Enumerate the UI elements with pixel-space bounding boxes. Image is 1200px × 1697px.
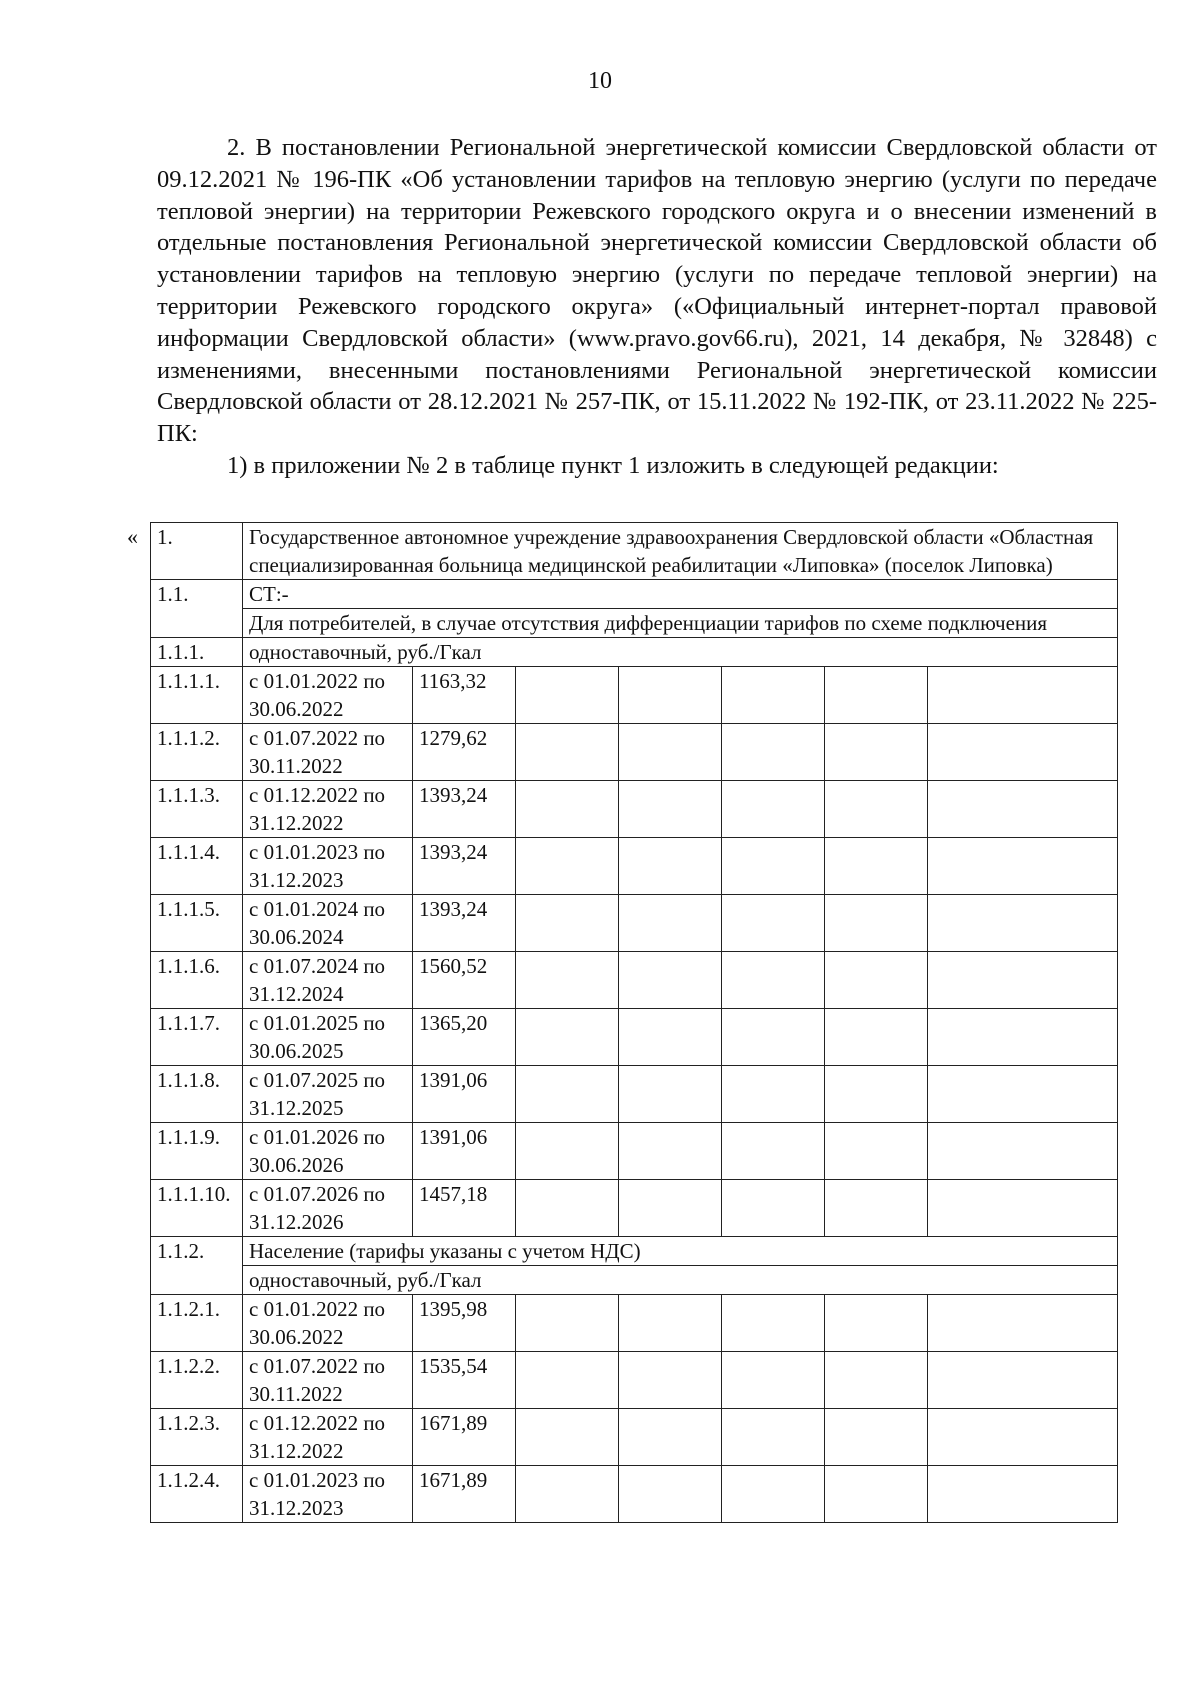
page-number: 10 bbox=[588, 68, 612, 94]
empty-cell bbox=[825, 1409, 928, 1466]
empty-cell bbox=[928, 1352, 1118, 1409]
empty-cell bbox=[722, 838, 825, 895]
empty-cell bbox=[722, 1352, 825, 1409]
empty-cell bbox=[928, 1180, 1118, 1237]
table-row-period: с 01.07.2025 по 31.12.2025 bbox=[243, 1066, 413, 1123]
st-number-cell: 1.1. bbox=[151, 580, 243, 638]
empty-cell bbox=[722, 1295, 825, 1352]
empty-cell bbox=[516, 1409, 619, 1466]
empty-cell bbox=[825, 1295, 928, 1352]
table-row-period: с 01.07.2024 по 31.12.2024 bbox=[243, 952, 413, 1009]
empty-cell bbox=[619, 895, 722, 952]
subparagraph-1: 1) в приложении № 2 в таблице пункт 1 изложить в следующей редакции: bbox=[227, 451, 999, 479]
table-row-value: 1391,06 bbox=[413, 1066, 516, 1123]
empty-cell bbox=[928, 1409, 1118, 1466]
table-row-value: 1671,89 bbox=[413, 1466, 516, 1523]
empty-cell bbox=[825, 895, 928, 952]
group1-label-cell: одноставочный, руб./Гкал bbox=[243, 638, 1118, 667]
empty-cell bbox=[722, 952, 825, 1009]
empty-cell bbox=[619, 1180, 722, 1237]
group1-number-cell: 1.1.1. bbox=[151, 638, 243, 667]
empty-cell bbox=[516, 1180, 619, 1237]
st-label-cell: СТ:- bbox=[243, 580, 1118, 609]
table-row-number: 1.1.1.1. bbox=[151, 667, 243, 724]
empty-cell bbox=[928, 667, 1118, 724]
table-row-period: с 01.07.2026 по 31.12.2026 bbox=[243, 1180, 413, 1237]
org-number-cell: 1. bbox=[151, 523, 243, 580]
empty-cell bbox=[825, 952, 928, 1009]
table-row-value: 1535,54 bbox=[413, 1352, 516, 1409]
empty-cell bbox=[722, 667, 825, 724]
table-row-number: 1.1.1.2. bbox=[151, 724, 243, 781]
empty-cell bbox=[516, 724, 619, 781]
empty-cell bbox=[825, 667, 928, 724]
empty-cell bbox=[619, 1352, 722, 1409]
empty-cell bbox=[825, 1466, 928, 1523]
empty-cell bbox=[722, 1066, 825, 1123]
consumers-label-cell: Для потребителей, в случае отсутствия дифференциации тарифов по схеме подключения bbox=[243, 609, 1118, 638]
empty-cell bbox=[722, 724, 825, 781]
table-row-number: 1.1.2.1. bbox=[151, 1295, 243, 1352]
empty-cell bbox=[516, 1466, 619, 1523]
table-row-value: 1395,98 bbox=[413, 1295, 516, 1352]
empty-cell bbox=[825, 1009, 928, 1066]
table-row-value: 1163,32 bbox=[413, 667, 516, 724]
table-row-number: 1.1.1.10. bbox=[151, 1180, 243, 1237]
empty-cell bbox=[825, 838, 928, 895]
table-row-period: с 01.07.2022 по 30.11.2022 bbox=[243, 1352, 413, 1409]
empty-cell bbox=[619, 838, 722, 895]
empty-cell bbox=[928, 1009, 1118, 1066]
empty-cell bbox=[722, 1409, 825, 1466]
table-row-value: 1393,24 bbox=[413, 838, 516, 895]
empty-cell bbox=[928, 781, 1118, 838]
empty-cell bbox=[516, 1123, 619, 1180]
empty-cell bbox=[825, 724, 928, 781]
empty-cell bbox=[825, 1066, 928, 1123]
empty-cell bbox=[619, 1409, 722, 1466]
table-row-value: 1393,24 bbox=[413, 895, 516, 952]
empty-cell bbox=[825, 1123, 928, 1180]
org-name-cell: Государственное автономное учреждение здравоохранения Свердловской области «Областная специализированная больница медицинской реабилитации «Липовка» (поселок Липовка) bbox=[243, 523, 1118, 580]
empty-cell bbox=[722, 1180, 825, 1237]
table-row-number: 1.1.2.4. bbox=[151, 1466, 243, 1523]
empty-cell bbox=[516, 838, 619, 895]
table-row-value: 1393,24 bbox=[413, 781, 516, 838]
tariff-table bbox=[150, 522, 1118, 1523]
table-row-period: с 01.01.2026 по 30.06.2026 bbox=[243, 1123, 413, 1180]
paragraph-2: 2. В постановлении Региональной энергетической комиссии Свердловской области от 09.12.2021 № 196-ПК «Об установлении тарифов на тепловую энергию (услуги по передаче тепловой энергии) на территории Режевского городского округа и о внесении изменений в отдельные постановления Региональной энергетической комиссии Свердловской области об установлении тарифов на тепловую энергию (услуги по передаче тепловой энергии) на территории Режевского городского округа» («Официальный интернет-портал правовой информации Свердловской области» (www.pravo.gov66.ru), 2021, 14 декабря, № 32848) с изменениями, внесенными постановлениями Региональной энергетической комиссии Свердловской области от 28.12.2021 № 257-ПК, от 15.11.2022 № 192-ПК, от 23.11.2022 № 225-ПК: bbox=[157, 134, 1157, 448]
empty-cell bbox=[722, 895, 825, 952]
empty-cell bbox=[516, 1066, 619, 1123]
empty-cell bbox=[619, 667, 722, 724]
empty-cell bbox=[516, 1352, 619, 1409]
empty-cell bbox=[928, 1295, 1118, 1352]
empty-cell bbox=[825, 1352, 928, 1409]
group2-number-cell: 1.1.2. bbox=[151, 1237, 243, 1295]
empty-cell bbox=[516, 781, 619, 838]
empty-cell bbox=[825, 781, 928, 838]
empty-cell bbox=[928, 1466, 1118, 1523]
empty-cell bbox=[516, 895, 619, 952]
table-row-period: с 01.12.2022 по 31.12.2022 bbox=[243, 781, 413, 838]
empty-cell bbox=[619, 781, 722, 838]
empty-cell bbox=[619, 952, 722, 1009]
empty-cell bbox=[516, 952, 619, 1009]
empty-cell bbox=[516, 667, 619, 724]
empty-cell bbox=[516, 1295, 619, 1352]
empty-cell bbox=[928, 952, 1118, 1009]
table-row-value: 1365,20 bbox=[413, 1009, 516, 1066]
empty-cell bbox=[619, 1066, 722, 1123]
empty-cell bbox=[619, 1466, 722, 1523]
empty-cell bbox=[928, 895, 1118, 952]
table-row-value: 1391,06 bbox=[413, 1123, 516, 1180]
table-row-period: с 01.01.2025 по 30.06.2025 bbox=[243, 1009, 413, 1066]
table-row-value: 1457,18 bbox=[413, 1180, 516, 1237]
table-row-number: 1.1.1.4. bbox=[151, 838, 243, 895]
table-row-number: 1.1.1.3. bbox=[151, 781, 243, 838]
empty-cell bbox=[825, 1180, 928, 1237]
empty-cell bbox=[722, 781, 825, 838]
table-row-period: с 01.01.2022 по 30.06.2022 bbox=[243, 1295, 413, 1352]
empty-cell bbox=[516, 1009, 619, 1066]
table-row-number: 1.1.1.5. bbox=[151, 895, 243, 952]
table-row-number: 1.1.1.6. bbox=[151, 952, 243, 1009]
table-row-period: с 01.01.2024 по 30.06.2024 bbox=[243, 895, 413, 952]
empty-cell bbox=[928, 1066, 1118, 1123]
table-row-value: 1560,52 bbox=[413, 952, 516, 1009]
table-row-value: 1671,89 bbox=[413, 1409, 516, 1466]
body-text bbox=[157, 132, 1157, 482]
table-row-period: с 01.01.2023 по 31.12.2023 bbox=[243, 1466, 413, 1523]
empty-cell bbox=[928, 724, 1118, 781]
table-row-number: 1.1.1.8. bbox=[151, 1066, 243, 1123]
group2-label-cell: Население (тарифы указаны с учетом НДС) bbox=[243, 1237, 1118, 1266]
table-row-period: с 01.01.2022 по 30.06.2022 bbox=[243, 667, 413, 724]
table-row-number: 1.1.1.7. bbox=[151, 1009, 243, 1066]
empty-cell bbox=[619, 1123, 722, 1180]
empty-cell bbox=[928, 1123, 1118, 1180]
table-row-number: 1.1.2.3. bbox=[151, 1409, 243, 1466]
empty-cell bbox=[722, 1009, 825, 1066]
table-row-number: 1.1.2.2. bbox=[151, 1352, 243, 1409]
empty-cell bbox=[619, 1295, 722, 1352]
empty-cell bbox=[722, 1466, 825, 1523]
table-row-period: с 01.07.2022 по 30.11.2022 bbox=[243, 724, 413, 781]
opening-quote-mark: « bbox=[127, 524, 138, 549]
empty-cell bbox=[928, 838, 1118, 895]
group2-sublabel-cell: одноставочный, руб./Гкал bbox=[243, 1266, 1118, 1295]
empty-cell bbox=[619, 1009, 722, 1066]
table-row-value: 1279,62 bbox=[413, 724, 516, 781]
empty-cell bbox=[722, 1123, 825, 1180]
table-row-period: с 01.01.2023 по 31.12.2023 bbox=[243, 838, 413, 895]
table-row-period: с 01.12.2022 по 31.12.2022 bbox=[243, 1409, 413, 1466]
empty-cell bbox=[619, 724, 722, 781]
table-row-number: 1.1.1.9. bbox=[151, 1123, 243, 1180]
